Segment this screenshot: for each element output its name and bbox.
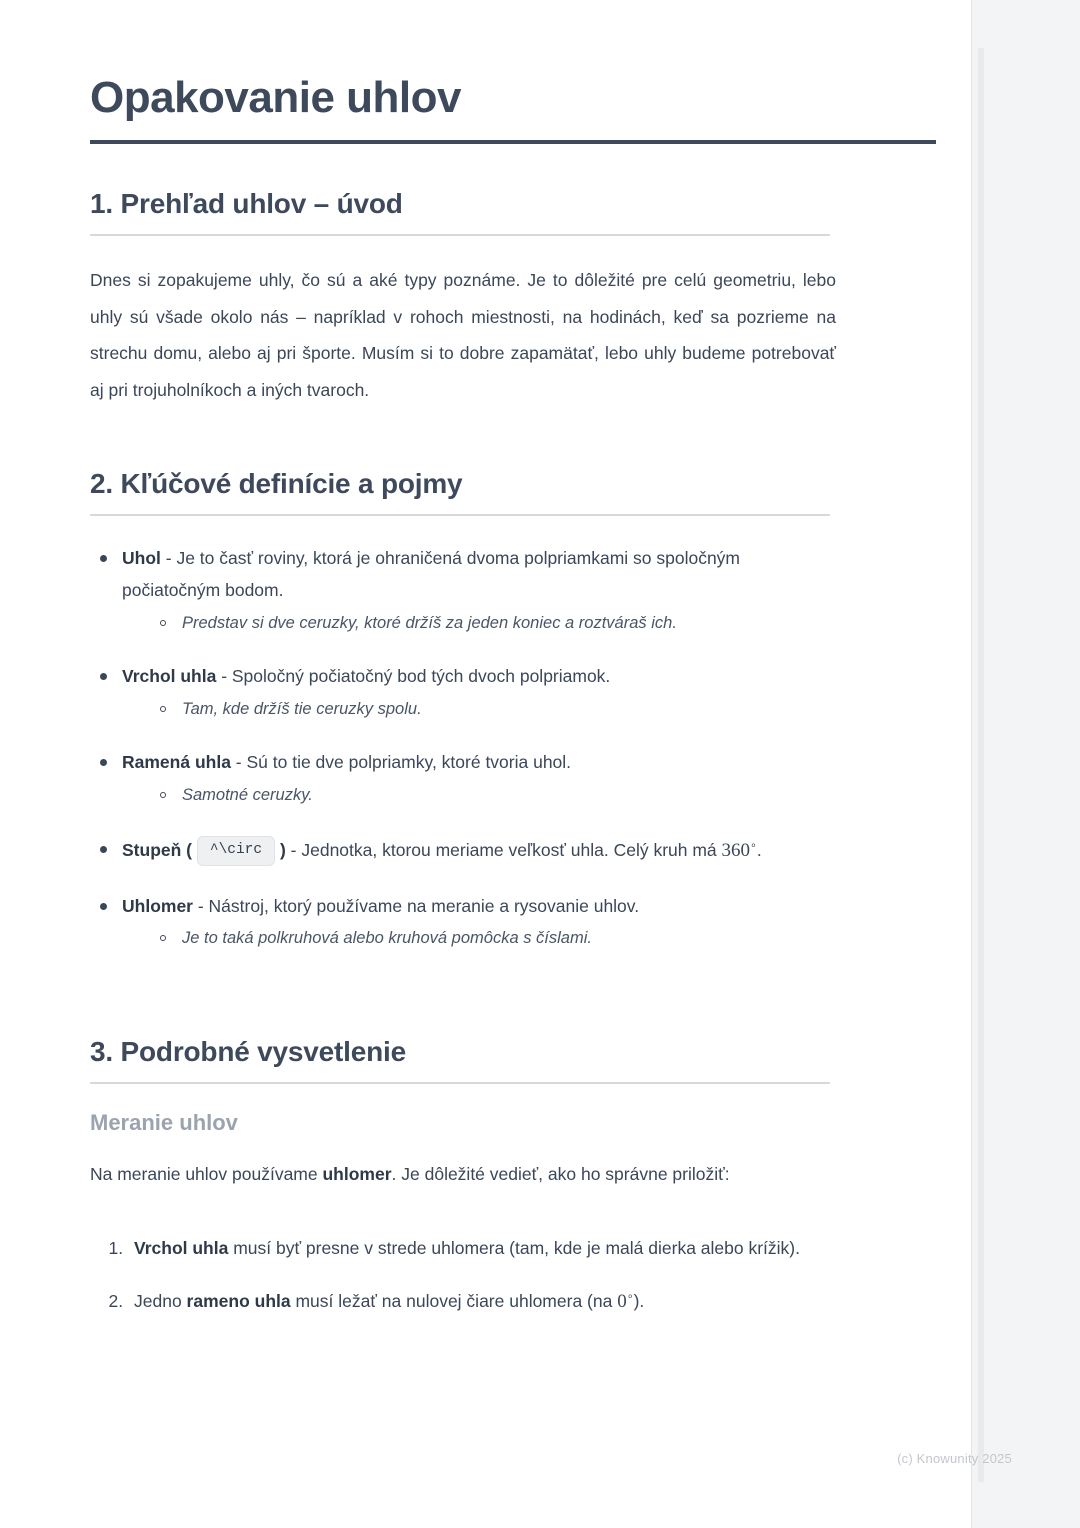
section-divider-3 bbox=[90, 1082, 830, 1084]
intro-bold: uhlomer bbox=[322, 1163, 392, 1184]
steps-list bbox=[90, 1232, 836, 1320]
sub-note-list bbox=[122, 781, 836, 811]
math-tail: . bbox=[756, 839, 762, 860]
definitions-list bbox=[90, 542, 836, 954]
sub-note: Tam, kde držíš tie ceruzky spolu. bbox=[156, 695, 836, 725]
term-label: Uhlomer bbox=[122, 895, 193, 916]
term-label: Vrchol uhla bbox=[122, 666, 217, 687]
list-item bbox=[90, 746, 836, 810]
term-definition: - Sú to tie dve polpriamky, ktoré tvoria uhol. bbox=[230, 752, 572, 773]
term-label-close: ) bbox=[279, 839, 286, 860]
list-item bbox=[90, 833, 836, 868]
step-tail: ). bbox=[633, 1291, 645, 1312]
section-divider-1 bbox=[90, 234, 830, 236]
intro-post: . Je dôležité vedieť, ako ho správne priložiť: bbox=[391, 1163, 730, 1184]
term-label: Stupeň ( bbox=[122, 839, 192, 860]
degree-symbol: ∘ bbox=[750, 839, 757, 852]
degree-symbol: ∘ bbox=[626, 1291, 634, 1304]
sub-note-list bbox=[122, 695, 836, 725]
math-number: 360 bbox=[721, 839, 751, 861]
step-bold: Vrchol uhla bbox=[134, 1238, 229, 1259]
term-definition: - Spoločný počiatočný bod tých dvoch polpriamok. bbox=[216, 666, 611, 687]
right-rail bbox=[971, 0, 1080, 1528]
term-definition: - Je to časť roviny, ktorá je ohraničená dvoma polpriamkami so spoločným počiatočným bodom. bbox=[122, 547, 741, 601]
section-heading-1: 1. Prehľad uhlov – úvod bbox=[90, 188, 403, 220]
section-heading-3: 3. Podrobné vysvetlenie bbox=[90, 1035, 406, 1067]
subsection-heading: Meranie uhlov bbox=[90, 1109, 238, 1135]
scrollbar-track[interactable] bbox=[978, 48, 984, 1482]
step-bold: rameno uhla bbox=[186, 1291, 291, 1312]
section-divider-2 bbox=[90, 514, 830, 516]
math-value bbox=[722, 840, 757, 861]
section-3-intro bbox=[90, 1156, 836, 1192]
sub-note: Predstav si dve ceruzky, ktoré držíš za jeden koniec a roztváraš ich. bbox=[156, 609, 836, 639]
document-content bbox=[90, 74, 836, 1340]
sub-note: Je to taká polkruhová alebo kruhová pomôcka s číslami. bbox=[156, 924, 836, 954]
sub-note-list bbox=[122, 609, 836, 639]
term-definition: - Jednotka, ktorou meriame veľkosť uhla. Celý kruh má bbox=[285, 839, 722, 860]
math-number: 0 bbox=[617, 1291, 627, 1313]
list-item bbox=[90, 542, 836, 638]
list-item bbox=[128, 1232, 836, 1264]
step-pre: Jedno bbox=[134, 1291, 187, 1312]
section-heading-2: 2. Kľúčové definície a pojmy bbox=[90, 467, 463, 499]
page-title: Opakovanie uhlov bbox=[90, 73, 461, 122]
step-text: musí ležať na nulovej čiare uhlomera (na bbox=[290, 1291, 618, 1312]
latex-code-chip: ^\circ bbox=[197, 836, 275, 865]
term-label: Uhol bbox=[122, 547, 161, 568]
term-label: Ramená uhla bbox=[122, 752, 231, 773]
watermark: (c) Knowunity 2025 bbox=[897, 1451, 1012, 1466]
step-text: musí byť presne v strede uhlomera (tam, kde je malá dierka alebo krížik). bbox=[228, 1238, 800, 1259]
title-divider bbox=[90, 140, 936, 144]
sub-note: Samotné ceruzky. bbox=[156, 781, 836, 811]
list-item bbox=[90, 890, 836, 954]
math-value bbox=[617, 1291, 633, 1312]
term-definition: - Nástroj, ktorý používame na meranie a rysovanie uhlov. bbox=[192, 895, 640, 916]
sub-note-list bbox=[122, 924, 836, 954]
section-1-paragraph: Dnes si zopakujeme uhly, čo sú a aké typy poznáme. Je to dôležité pre celú geometriu, lebo uhly sú všade okolo nás – napríklad v rohoch miestnosti, na hodinách, keď sa pozrieme na strechu domu, alebo aj pri športe. Musím si to dobre zapamätať, lebo uhly budeme potrebovať aj pri trojuholníkoch a iných tvaroch. bbox=[90, 270, 836, 400]
list-item bbox=[128, 1284, 836, 1319]
intro-pre: Na meranie uhlov používame bbox=[90, 1163, 323, 1184]
list-item bbox=[90, 660, 836, 724]
